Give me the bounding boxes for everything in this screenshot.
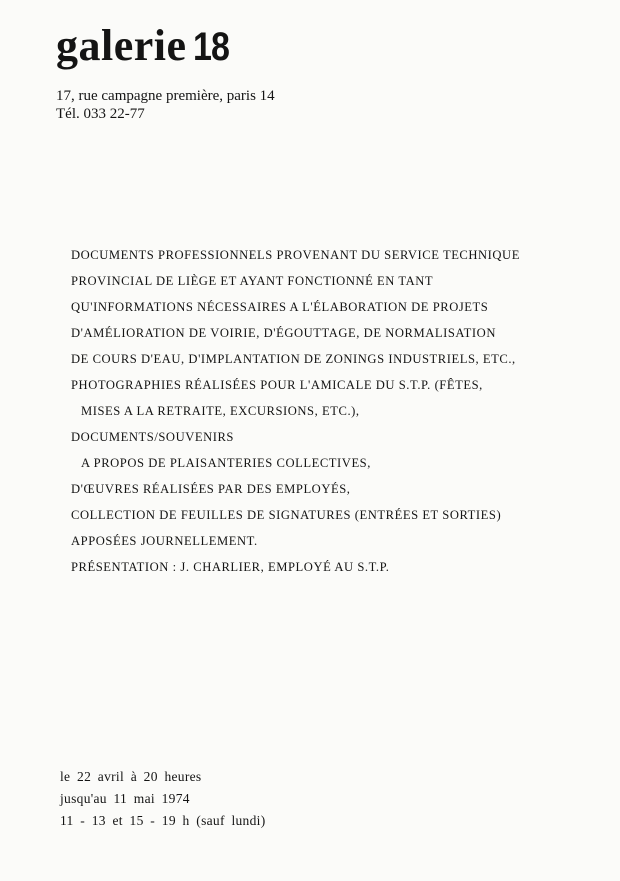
description-line: PHOTOGRAPHIES RÉALISÉES POUR L'AMICALE DU S.T.P. (FÊTES, (71, 378, 483, 392)
description-line: D'AMÉLIORATION DE VOIRIE, D'ÉGOUTTAGE, DE NORMALISATION (71, 326, 496, 340)
description-line: QU'INFORMATIONS NÉCESSAIRES A L'ÉLABORATION DE PROJETS (71, 300, 489, 314)
description-line: APPOSÉES JOURNELLEMENT. (71, 534, 258, 548)
address-line: 17, rue campagne première, paris 14 (56, 88, 275, 104)
closing-date: jusqu'au 11 mai 1974 (60, 791, 190, 806)
description-line: DOCUMENTS/SOUVENIRS (71, 430, 234, 444)
description-line: D'ŒUVRES RÉALISÉES PAR DES EMPLOYÉS, (71, 482, 351, 496)
description-line: MISES A LA RETRAITE, EXCURSIONS, ETC.), (81, 404, 360, 418)
description-line: DOCUMENTS PROFESSIONNELS PROVENANT DU SERVICE TECHNIQUE (71, 248, 520, 262)
exhibition-dates (60, 766, 266, 832)
description-line: PROVINCIAL DE LIÈGE ET AYANT FONCTIONNÉ EN TANT (71, 274, 434, 288)
gallery-title (56, 22, 235, 71)
description-line: COLLECTION DE FEUILLES DE SIGNATURES (ENTRÉES ET SORTIES) (71, 508, 502, 522)
opening-date: le 22 avril à 20 heures (60, 769, 202, 784)
gallery-name: galerie (56, 21, 187, 70)
description-line: DE COURS D'EAU, D'IMPLANTATION DE ZONINGS INDUSTRIELS, ETC., (71, 352, 516, 366)
gallery-address (56, 87, 275, 123)
phone-line: Tél. 033 22-77 (56, 106, 145, 122)
exhibition-description (71, 242, 561, 580)
description-line: PRÉSENTATION : J. CHARLIER, EMPLOYÉ AU S.T.P. (71, 560, 390, 574)
opening-hours: 11 - 13 et 15 - 19 h (sauf lundi) (60, 813, 266, 828)
gallery-header (56, 22, 235, 71)
gallery-number: 18 (192, 25, 229, 69)
description-line: A PROPOS DE PLAISANTERIES COLLECTIVES, (81, 456, 371, 470)
